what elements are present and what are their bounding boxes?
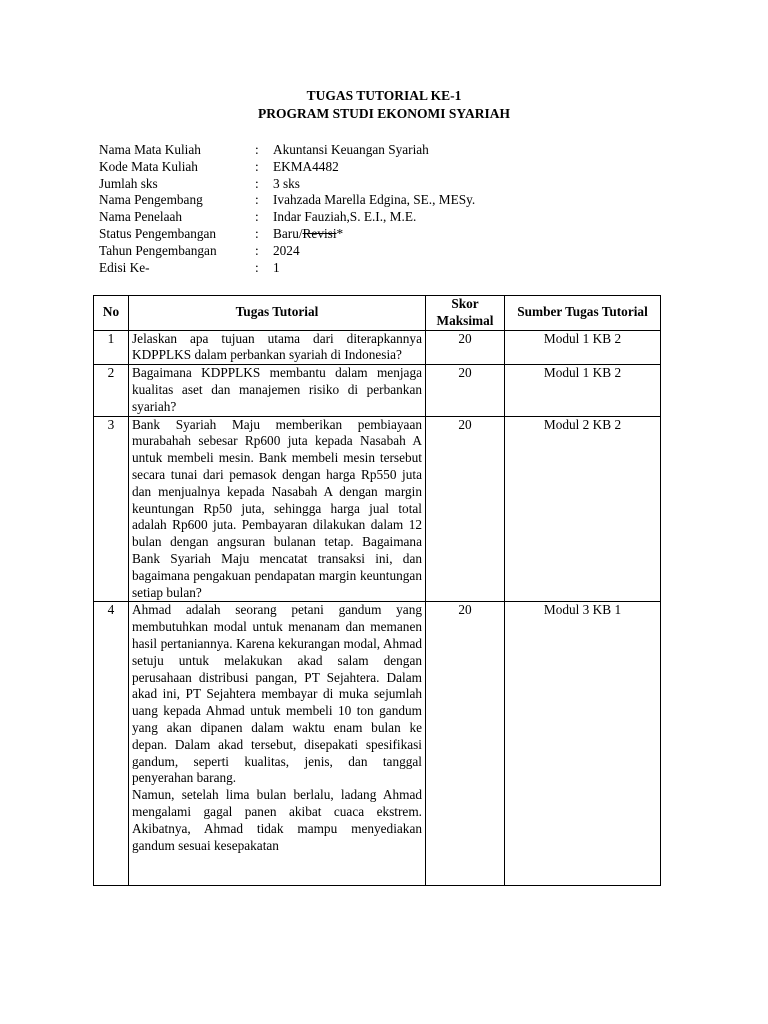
info-colon: : — [255, 192, 259, 208]
row-source: Modul 3 KB 1 — [505, 602, 661, 886]
info-row-year — [99, 243, 475, 260]
row-task-cell — [129, 602, 426, 886]
info-row-reviewer — [99, 209, 475, 226]
header-task: Tugas Tutorial — [129, 296, 426, 331]
row-source: Modul 2 KB 2 — [505, 416, 661, 602]
info-label: Tahun Pengembangan — [99, 242, 217, 258]
info-colon: : — [255, 158, 259, 174]
info-value: 3 sks — [273, 175, 300, 191]
course-info — [99, 142, 475, 276]
row-task-text: Jelaskan apa tujuan utama dari diterapkannya KDPPLKS dalam perbankan syariah di Indonesia? — [129, 330, 426, 365]
info-value: 2024 — [273, 242, 300, 258]
row-no: 3 — [94, 416, 129, 602]
header-source: Sumber Tugas Tutorial — [505, 296, 661, 331]
info-colon: : — [255, 175, 259, 191]
info-value: Ivahzada Marella Edgina, SE., MESy. — [273, 192, 476, 208]
tutorial-task-table — [93, 295, 661, 886]
header-no: No — [94, 296, 129, 331]
info-value: Indar Fauziah,S. E.I., M.E. — [273, 209, 417, 225]
info-label: Nama Pengembang — [99, 192, 203, 208]
status-new: Baru/ — [273, 225, 303, 241]
info-colon: : — [255, 225, 259, 241]
row-task-clip — [132, 602, 422, 885]
table-row — [94, 602, 661, 886]
info-row-course-name — [99, 142, 475, 159]
program-title: PROGRAM STUDI EKONOMI SYARIAH — [258, 106, 510, 121]
table-row — [94, 330, 661, 365]
row-no: 1 — [94, 330, 129, 365]
info-label: Kode Mata Kuliah — [99, 158, 198, 174]
info-row-status — [99, 226, 475, 243]
row-score: 20 — [426, 602, 505, 886]
info-row-credits — [99, 176, 475, 193]
document-title: TUGAS TUTORIAL KE-1 — [306, 88, 462, 103]
info-label: Jumlah sks — [99, 175, 158, 191]
info-value: EKMA4482 — [273, 158, 339, 174]
info-label: Nama Mata Kuliah — [99, 142, 201, 157]
info-row-edition — [99, 260, 475, 277]
row-score: 20 — [426, 330, 505, 365]
info-label: Edisi Ke- — [99, 259, 150, 275]
row-score: 20 — [426, 416, 505, 602]
table-row — [94, 365, 661, 416]
row-source: Modul 1 KB 2 — [505, 330, 661, 365]
info-colon: : — [255, 142, 259, 157]
row-task-text: Bank Syariah Maju memberikan pembiayaan murabahah sebesar Rp600 juta kepada Nasabah A untuk membeli mesin. Bank membeli mesin tersebut secara tunai dari pemasok dengan harga Rp550 juta dan menjualnya kepada Nasabah A dengan margin keuntungan Rp50 juta, sehingga harga jual total adalah Rp600 juta. Pembayaran dilakukan dalam 12 bulan dengan angsuran bulanan tetap. Bagaimana Bank Syariah Maju mencatat transaksi ini, dan bagaimana pengakuan pendapatan margin keuntungan setiap bulan? — [129, 416, 426, 602]
status-asterisk: * — [336, 225, 344, 241]
info-label: Status Pengembangan — [99, 225, 217, 241]
info-value — [273, 226, 343, 243]
row-no: 4 — [94, 602, 129, 886]
row-task-text: Bagaimana KDPPLKS membantu dalam menjaga kualitas aset dan manajemen risiko di perbankan syariah? — [129, 365, 426, 416]
info-value: 1 — [273, 259, 280, 275]
header-score: Skor Maksimal — [426, 296, 505, 331]
status-revision-struck: Revisi — [302, 225, 337, 241]
row-source: Modul 1 KB 2 — [505, 365, 661, 416]
row-score: 20 — [426, 365, 505, 416]
table-row — [94, 416, 661, 602]
info-colon: : — [255, 242, 259, 258]
row-task-text: Ahmad adalah seorang petani gandum yang membutuhkan modal untuk menanam dan memanen hasil pertaniannya. Karena kekurangan modal, Ahmad setuju untuk melakukan akad salam dengan perusahaan distribusi pangan, PT Sejahtera. Dalam akad ini, PT Sejahtera membayar di muka sejumlah uang kepada Ahmad untuk membeli 10 ton gandum yang akan dipanen dalam waktu enam bulan ke depan. Dalam akad tersebut, disepakati spesifikasi gandum, seperti kualitas, jenis, dan tanggal penyerahan barang. — [132, 602, 422, 786]
info-colon: : — [255, 259, 259, 275]
table-header-row — [94, 296, 661, 331]
row-task-text-continued: Namun, setelah lima bulan berlalu, ladang Ahmad mengalami gagal panen akibat cuaca ekstrem. Akibatnya, Ahmad tidak mampu menyediakan gandum sesuai kesepakatan — [132, 787, 422, 853]
row-no: 2 — [94, 365, 129, 416]
info-row-course-code — [99, 159, 475, 176]
info-value: Akuntansi Keuangan Syariah — [273, 142, 429, 157]
info-row-developer — [99, 192, 475, 209]
info-label: Nama Penelaah — [99, 209, 183, 225]
info-colon: : — [255, 209, 259, 225]
